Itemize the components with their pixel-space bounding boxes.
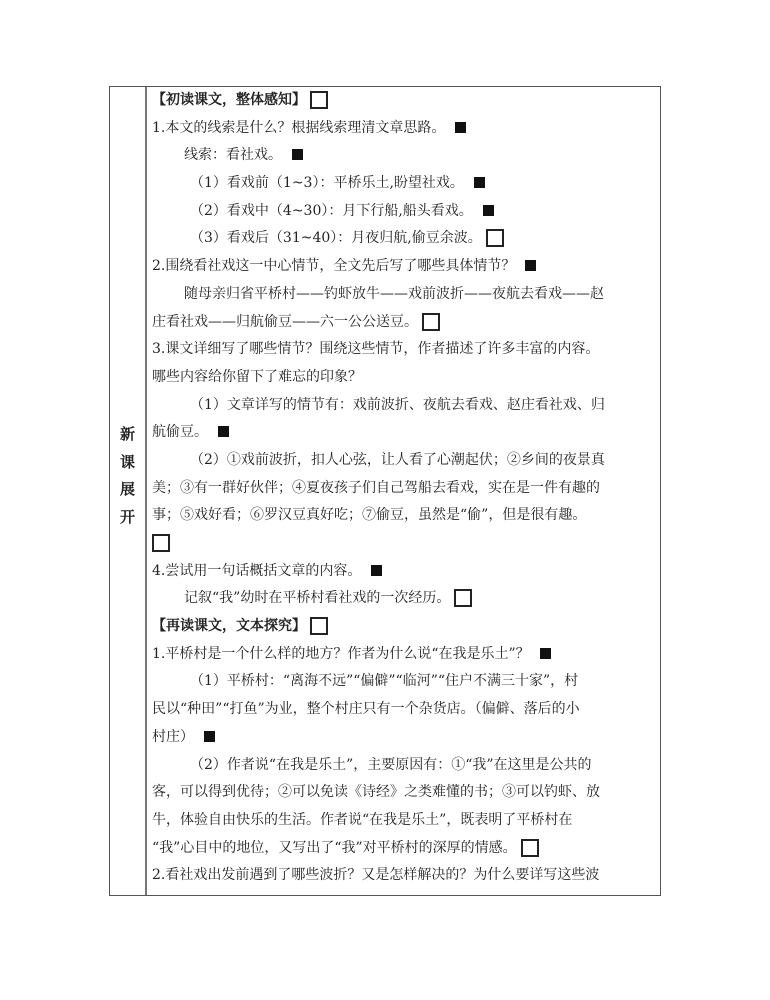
filled-square-icon	[474, 177, 485, 188]
line-text: 4.尝试用一句话概括文章的内容。	[152, 562, 362, 579]
line-text: （1）平桥村：“离海不远”“偏僻”“临河”“住户不满三十家”，村	[190, 673, 579, 690]
line-text: 客，可以得到优待；②可以免读《诗经》之类难懂的书；③可以钓虾、放	[152, 784, 600, 801]
text-line	[152, 530, 656, 558]
line-text: （2）看戏中（4~30）：月下行船,船头看戏。	[190, 202, 473, 219]
section-label-char: 新	[119, 425, 135, 443]
empty-square-icon	[521, 839, 539, 857]
section-heading	[152, 87, 656, 115]
line-text: 【初读课文，整体感知】	[152, 92, 306, 108]
filled-square-icon	[483, 205, 494, 216]
text-line	[152, 668, 656, 696]
line-text: 哪些内容给你留下了难忘的印象？	[152, 368, 362, 385]
filled-square-icon	[218, 426, 229, 437]
section-heading	[152, 613, 656, 641]
text-line	[152, 364, 656, 392]
empty-square-icon	[310, 617, 328, 635]
line-text: 事；⑤戏好看；⑥罗汉豆真好吃；⑦偷豆，虽然是“偷”，但是很有趣。	[152, 507, 587, 524]
line-text: 2.看社戏出发前遇到了哪些波折？又是怎样解决的？为什么要详写这些波	[152, 867, 600, 884]
line-text: 航偷豆。	[152, 424, 208, 441]
section-label-char: 展	[119, 480, 135, 499]
empty-square-icon	[310, 91, 328, 109]
line-text: 美；③有一群好伙伴；④夏夜孩子们自己驾船去看戏，实在是一件有趣的	[152, 479, 600, 496]
line-text: 民以“种田”“打鱼”为业，整个村庄只有一个杂货店。（偏僻、落后的小	[152, 701, 580, 718]
text-line	[152, 475, 656, 503]
line-text: （2）作者说“在我是乐土”，主要原因有：①“我”在这里是公共的	[190, 756, 592, 773]
line-text: 【再读课文，文本探究】	[152, 618, 306, 635]
lesson-table	[109, 86, 661, 896]
text-line	[152, 779, 656, 807]
text-line	[152, 170, 656, 198]
text-line	[152, 419, 656, 447]
text-line	[152, 724, 656, 752]
text-line	[152, 392, 656, 420]
section-label	[110, 421, 145, 532]
text-line	[152, 198, 656, 226]
text-line	[152, 835, 656, 863]
line-text: 线索：看社戏。	[184, 147, 282, 164]
filled-square-icon	[540, 648, 551, 659]
line-text: 3.课文详细写了哪些情节？围绕这些情节，作者描述了许多丰富的内容。	[152, 341, 600, 358]
empty-square-icon	[454, 589, 472, 607]
empty-square-icon	[422, 313, 440, 331]
line-text: 庄看社戏——归航偷豆——六一公公送豆。	[152, 313, 418, 330]
text-line	[152, 336, 656, 364]
section-label-char: 开	[119, 508, 135, 527]
empty-square-icon	[486, 229, 504, 247]
text-line	[152, 142, 656, 170]
content-cell	[152, 87, 656, 890]
line-text: 1.平桥村是一个什么样的地方？作者为什么说“在我是乐土”？	[152, 645, 530, 662]
text-line	[152, 447, 656, 475]
text-line	[152, 558, 656, 586]
section-label-cell	[110, 87, 147, 895]
text-line	[152, 253, 656, 281]
text-line	[152, 309, 656, 337]
line-text: “我”心目中的地位，又写出了“我”对平桥村的深厚的情感。	[152, 839, 517, 856]
line-text: 村庄）	[152, 728, 194, 745]
section-label-char: 课	[119, 452, 135, 471]
text-line	[152, 696, 656, 724]
text-line	[152, 225, 656, 253]
text-line	[152, 641, 656, 669]
filled-square-icon	[371, 565, 382, 576]
line-text: 记叙“我”幼时在平桥村看社戏的一次经历。	[184, 590, 451, 607]
text-line	[152, 807, 656, 835]
text-line	[152, 502, 656, 530]
filled-square-icon	[292, 149, 303, 160]
filled-square-icon	[204, 731, 215, 742]
line-text: （1）看戏前（1~3）：平桥乐土,盼望社戏。	[190, 175, 464, 192]
line-text: （3）看戏后（31~40）：月夜归航,偷豆余波。	[190, 230, 482, 247]
text-line	[152, 281, 656, 309]
text-line	[152, 862, 656, 890]
line-text: 1.本文的线索是什么？根据线索理清文章思路。	[152, 119, 446, 136]
empty-square-icon	[152, 534, 170, 552]
text-line	[152, 115, 656, 143]
filled-square-icon	[525, 260, 536, 271]
line-text: （2）①戏前波折，扣人心弦，让人看了心潮起伏；②乡间的夜景真	[190, 451, 605, 468]
line-text: （1）文章详写的情节有：戏前波折、夜航去看戏、赵庄看社戏、归	[190, 396, 605, 413]
text-line	[152, 585, 656, 613]
line-text: 牛，体验自由快乐的生活。作者说“在我是乐土”，既表明了平桥村在	[152, 811, 573, 828]
filled-square-icon	[455, 122, 466, 133]
line-text: 2.围绕看社戏这一中心情节，全文先后写了哪些具体情节？	[152, 258, 516, 275]
line-text: 随母亲归省平桥村——钓虾放牛——戏前波折——夜航去看戏——赵	[184, 285, 604, 302]
text-line	[152, 752, 656, 780]
